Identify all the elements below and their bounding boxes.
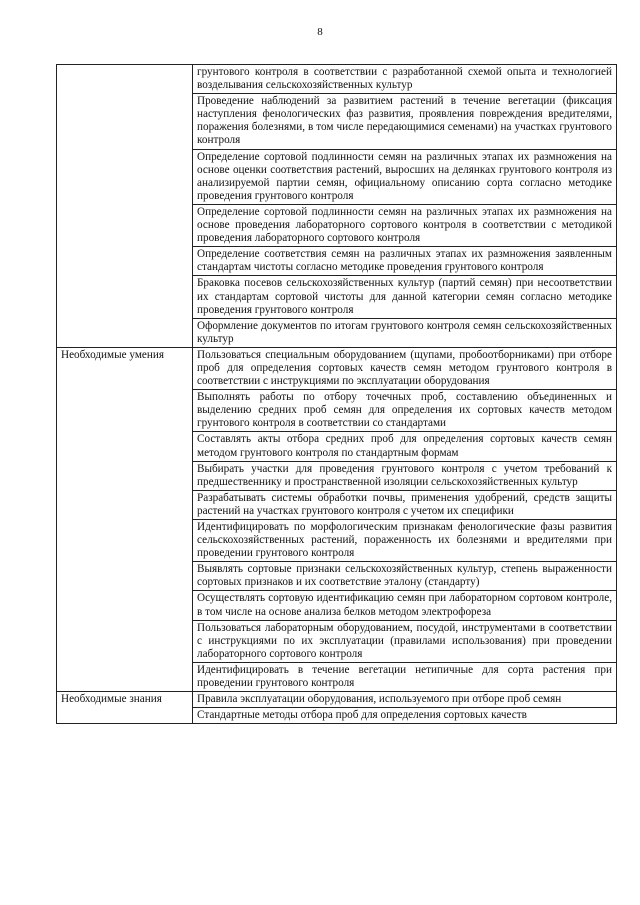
table-row bbox=[57, 692, 617, 708]
list-item: Браковка посевов сельскохозяйственных культур (партий семян) при несоответствии их стандартам сортовой чистоты для данной категории семян согласно методике проведения грунтового контроля bbox=[193, 276, 617, 318]
list-item: Пользоваться специальным оборудованием (щупами, пробоотборниками) при отборе проб для определения сортовых качеств семян методом грунтового контроля в соответствии с инструкциями по эксплуатации оборудования bbox=[193, 347, 617, 389]
table-row bbox=[57, 65, 617, 94]
list-item: Идентифицировать в течение вегетации нетипичные для сорта растения при проведении грунтового контроля bbox=[193, 662, 617, 691]
list-item: Определение сортовой подлинности семян на различных этапах их размножения на основе проведения лабораторного сортового контроля в соответствии с методикой проведения лабораторного сортового контроля bbox=[193, 204, 617, 246]
row-label-skills: Необходимые умения bbox=[57, 347, 193, 691]
list-item: Осуществлять сортовую идентификацию семян при лабораторном сортовом контроле, в том числе на основе анализа белков методом электрофореза bbox=[193, 591, 617, 620]
page-number: 8 bbox=[317, 26, 323, 38]
list-item: Проведение наблюдений за развитием растений в течение вегетации (фиксация наступления фенологических фаз развития, проявления повреждения вредителями, поражения болезнями, в том числе передающимися семенами) на участках грунтового контроля bbox=[193, 94, 617, 149]
list-item: Выявлять сортовые признаки сельскохозяйственных культур, степень выраженности сортовых признаков и их соответствие эталону (стандарту) bbox=[193, 562, 617, 591]
competency-table bbox=[56, 64, 617, 724]
list-item: грунтового контроля в соответствии с разработанной схемой опыта и технологией возделывания сельскохозяйственных культур bbox=[193, 65, 617, 94]
list-item: Стандартные методы отбора проб для определения сортовых качеств bbox=[193, 708, 617, 724]
list-item: Правила эксплуатации оборудования, используемого при отборе проб семян bbox=[193, 692, 617, 708]
list-item: Выполнять работы по отбору точечных проб, составлению объединенных и выделению средних проб семян для определения их сортовых качеств методом грунтового контроля в соответствии со стандартами bbox=[193, 390, 617, 432]
list-item: Разрабатывать системы обработки почвы, применения удобрений, средств защиты растений на участках грунтового контроля с учетом их специфики bbox=[193, 490, 617, 519]
list-item: Определение сортовой подлинности семян на различных этапах их размножения на основе оценки соответствия растений, выросших на делянках грунтового контроля из анализируемой партии семян, официальному описанию сорта согласно методике проведения грунтового контроля bbox=[193, 149, 617, 204]
list-item: Составлять акты отбора средних проб для определения сортовых качеств семян методом грунтового контроля по стандартным формам bbox=[193, 432, 617, 461]
list-item: Оформление документов по итогам грунтового контроля семян сельскохозяйственных культур bbox=[193, 318, 617, 347]
list-item: Определение соответствия семян на различных этапах их размножения заявленным стандартам чистоты согласно методике проведения грунтового контроля bbox=[193, 247, 617, 276]
list-item: Пользоваться лабораторным оборудованием, посудой, инструментами в соответствии с инструкциями по их эксплуатации (правилами использования) при проведении лабораторного сортового контроля bbox=[193, 620, 617, 662]
row-label bbox=[57, 65, 193, 348]
list-item: Идентифицировать по морфологическим признакам фенологические фазы развития сельскохозяйственных растений, пораженность их болезнями и вредителями при проведении грунтового контроля bbox=[193, 520, 617, 562]
row-label-knowledge: Необходимые знания bbox=[57, 692, 193, 724]
table-row bbox=[57, 347, 617, 389]
list-item: Выбирать участки для проведения грунтового контроля с учетом требований к предшественнику и пространственной изоляции сельскохозяйственных культур bbox=[193, 461, 617, 490]
